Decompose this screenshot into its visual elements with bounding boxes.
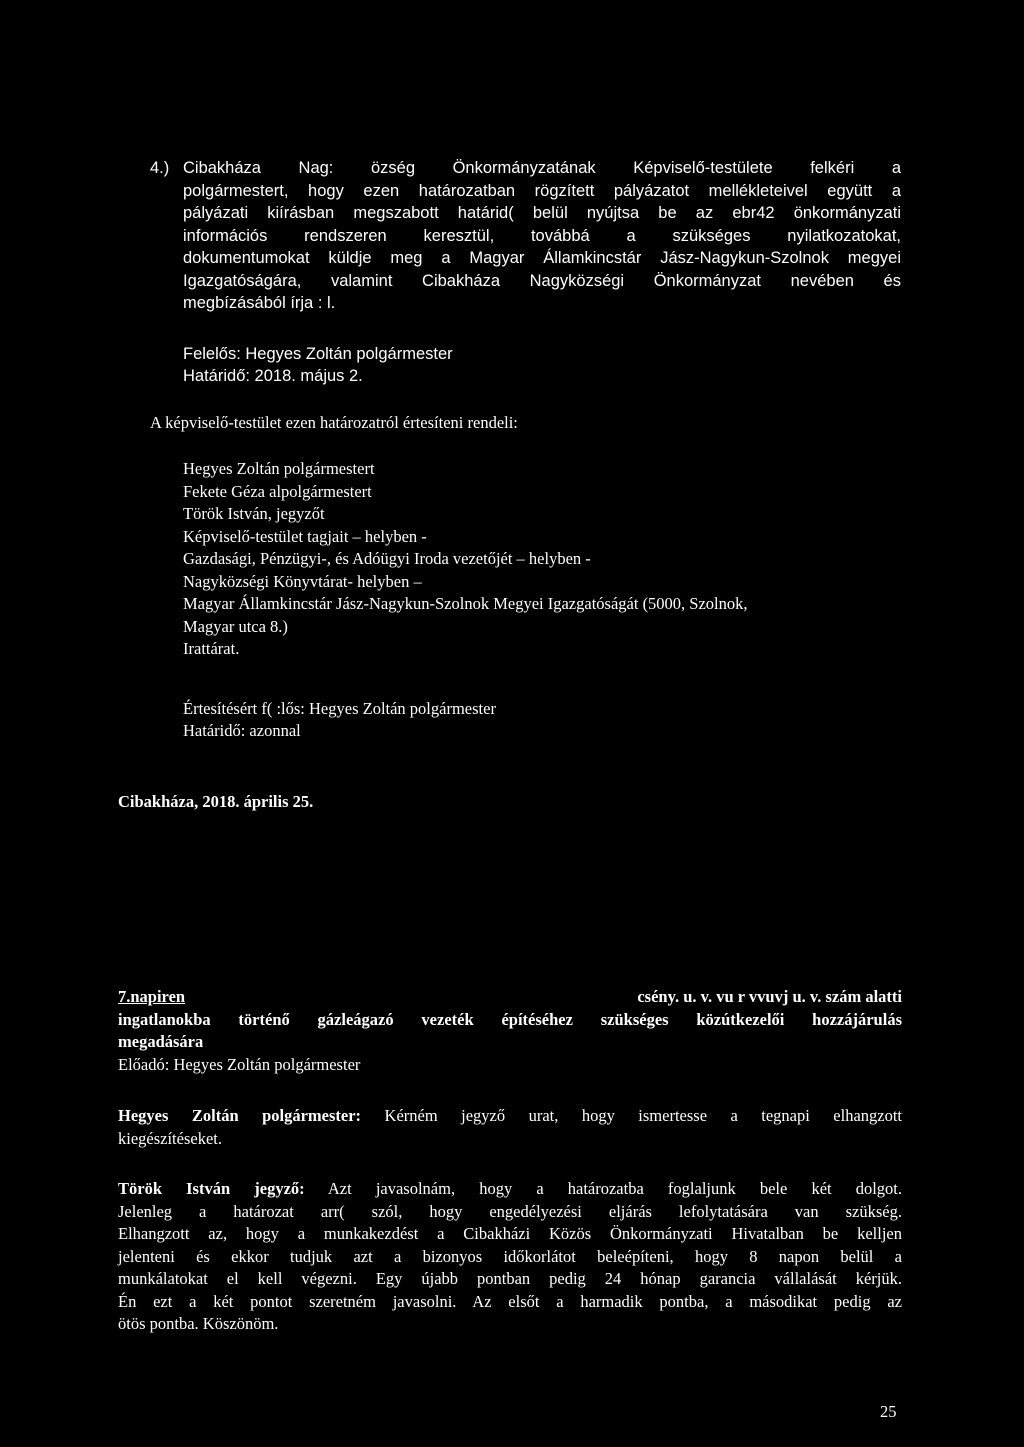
agenda-7-heading-line3: megadására	[118, 1032, 204, 1051]
item-4-line: információs rendszeren keresztül, továbbá a szükséges nyilatkozatokat,	[183, 226, 901, 245]
recipient-item: Török István, jegyzőt	[183, 504, 325, 523]
page-number: 25	[880, 1402, 897, 1421]
item-4-line: dokumentumokat küldje meg a Magyar Államkincstár Jász-Nagykun-Szolnok megyei	[183, 249, 901, 267]
speaker-name: Hegyes Zoltán polgármester:	[118, 1106, 362, 1125]
recipient-item: Fekete Géza alpolgármestert	[183, 481, 372, 501]
notify-deadline: Határidő: azonnal	[183, 721, 301, 740]
recipient-list	[183, 458, 748, 661]
item-4-deadline: Határidő: 2018. május 2.	[183, 367, 363, 385]
agenda-7-heading-line2: ingatlanokba történő gázleágazó vezeték építéséhez szükséges közútkezelői hozzájárulás	[118, 1009, 902, 1029]
speech-mayor	[118, 1105, 902, 1150]
speech-text: Én ezt a két pontot szeretném javasolni. Az elsőt a harmadik pontba, a másodikat pedig az	[118, 1291, 902, 1311]
agenda-7-presenter: Előadó: Hegyes Zoltán polgármester	[118, 1055, 361, 1074]
item-4-responsible: Felelős: Hegyes Zoltán polgármester	[183, 345, 453, 363]
item-4-line: polgármestert, hogy ezen határozatban rögzített pályázatot mellékleteivel együtt a	[183, 181, 901, 200]
speech-text: ötös pontba. Köszönöm.	[118, 1314, 279, 1333]
item-4-line: Cibakháza Nag: özség Önkormányzatának Képviselő-testülete felkéri a	[183, 159, 901, 177]
recipient-item: Hegyes Zoltán polgármestert	[183, 459, 375, 478]
recipient-item: Magyar utca 8.)	[183, 616, 288, 636]
recipient-item: Képviselő-testület tagjait – helyben -	[183, 526, 427, 546]
notify-responsible: Értesítésért f( :lős: Hegyes Zoltán polgármester	[183, 699, 496, 718]
speaker-name: Török István jegyző:	[118, 1179, 305, 1198]
recipient-item: Gazdasági, Pénzügyi-, és Adóügyi Iroda vezetőjét – helyben -	[183, 549, 591, 568]
speech-text: kiegészítéseket.	[118, 1128, 222, 1148]
speech-text: Azt javasolnám, hogy a határozatba foglaljunk bele két dolgot.	[327, 1179, 903, 1198]
place-date-line: Cibakháza, 2018. április 25.	[118, 792, 314, 811]
item-4-number: 4.)	[150, 159, 170, 177]
speech-text: Kérném jegyző urat, hogy ismertesse a tegnapi elhangzott	[384, 1106, 903, 1125]
item-4-paragraph	[183, 157, 901, 315]
recipient-item: Magyar Államkincstár Jász-Nagykun-Szolnok Megyei Igazgatóságát (5000, Szolnok,	[183, 594, 748, 613]
speech-text: munkálatokat el kell végezni. Egy újabb pontban pedig 24 hónap garancia vállalását kérjük.	[118, 1269, 902, 1288]
speech-text: Jelenleg a határozat arr( szól, hogy engedélyezési eljárás lefolytatására van szükség.	[118, 1201, 902, 1221]
item-4-line: megbízásából írja : l.	[183, 294, 336, 312]
item-4-line: Igazgatóságára, valamint Cibakháza Nagyközségi Önkormányzat nevében és	[183, 271, 901, 290]
speech-text: Elhangzott az, hogy a munkakezdést a Cibakházi Közös Önkormányzati Hivatalban be kelljen	[118, 1224, 902, 1243]
recipient-item: Irattárat.	[183, 639, 240, 658]
notify-intro: A képviselő-testület ezen határozatról értesíteni rendeli:	[150, 413, 518, 432]
recipient-item: Nagyközségi Könyvtárat- helyben –	[183, 571, 422, 591]
item-4-line: pályázati kiírásban megszabott határid( belül nyújtsa be az ebr42 önkormányzati	[183, 204, 901, 222]
agenda-7-heading	[118, 986, 902, 1054]
speech-text: jelenteni és ekkor tudjuk azt a bizonyos időkorlátot beleépíteni, hogy 8 napon belül a	[118, 1246, 902, 1266]
agenda-7-label: 7.napiren	[118, 987, 186, 1006]
agenda-7-heading-line1: csény. u. v. vu r vvuvj u. v. szám alatti	[637, 987, 902, 1006]
speech-notary	[118, 1178, 902, 1336]
